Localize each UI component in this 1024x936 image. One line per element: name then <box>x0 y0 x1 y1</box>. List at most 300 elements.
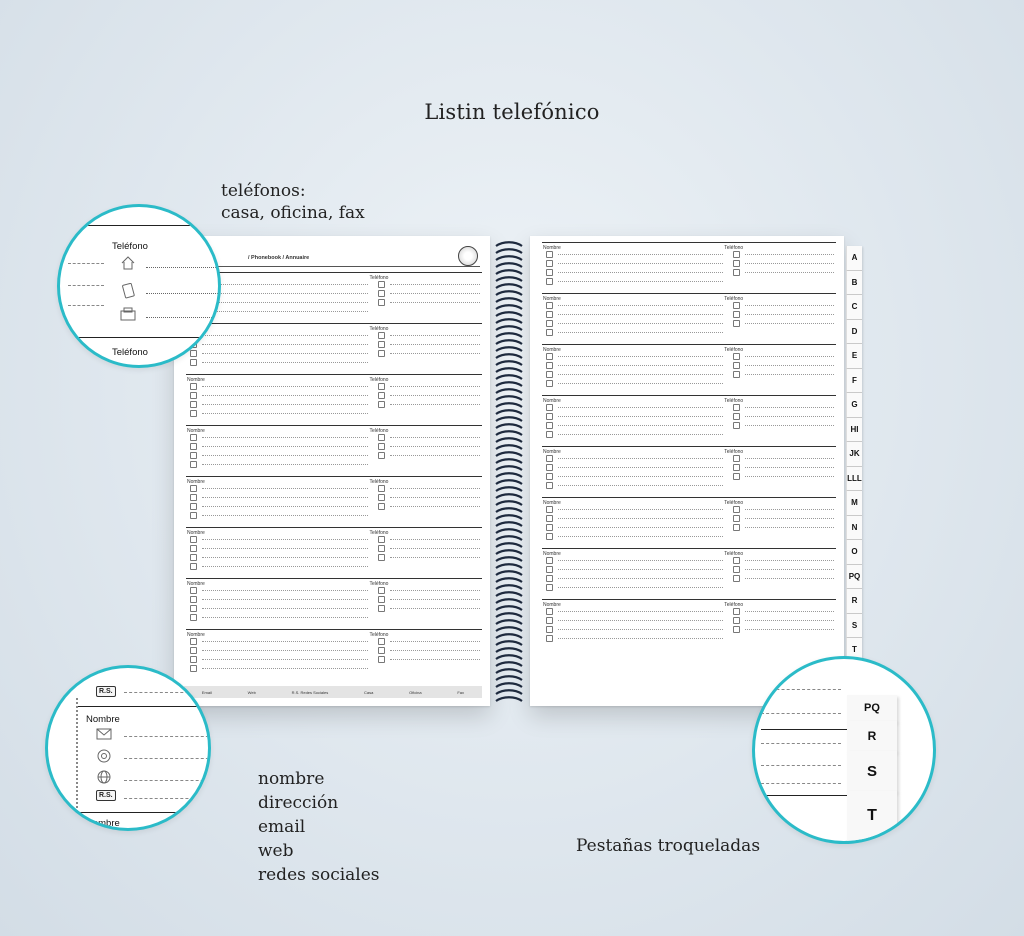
phone-line[interactable] <box>390 659 480 660</box>
phone-line[interactable] <box>745 272 834 273</box>
globe-icon <box>546 473 553 480</box>
entry-line[interactable] <box>558 434 723 435</box>
entry-line[interactable] <box>202 641 368 642</box>
phone-line[interactable] <box>390 455 480 456</box>
entry-line[interactable] <box>558 383 723 384</box>
phone-line[interactable] <box>745 416 834 417</box>
at-icon <box>190 545 197 552</box>
entry-line[interactable] <box>202 599 368 600</box>
mobile-icon <box>733 566 740 573</box>
home-icon <box>733 302 740 309</box>
alphabet-tab[interactable]: S <box>846 614 862 639</box>
spiral-coil <box>496 382 522 386</box>
entry-line[interactable] <box>202 386 368 387</box>
home-icon <box>378 332 385 339</box>
contact-entry <box>542 548 836 599</box>
phones-caption-line1: teléfonos: <box>221 181 306 201</box>
entry-line[interactable] <box>202 557 368 558</box>
zoom-dash <box>761 783 841 784</box>
home-icon <box>733 455 740 462</box>
phone-line[interactable] <box>390 608 480 609</box>
zoom-tab-t[interactable]: T <box>847 791 897 842</box>
entry-phone-label: Teléfono <box>724 500 744 506</box>
phone-line[interactable] <box>745 305 834 306</box>
entry-name-label: Nombre <box>187 428 205 434</box>
entry-line[interactable] <box>202 497 368 498</box>
entry-line[interactable] <box>558 476 723 477</box>
entry-line[interactable] <box>558 272 723 273</box>
at-icon <box>190 443 197 450</box>
zoom-divider <box>761 795 847 796</box>
entry-phone-label: Teléfono <box>369 581 389 587</box>
social-icon <box>190 665 197 672</box>
entry-line[interactable] <box>558 254 723 255</box>
phone-line[interactable] <box>745 611 834 612</box>
at-icon <box>546 515 553 522</box>
entry-name-label: Nombre <box>543 551 561 557</box>
phone-line[interactable] <box>390 353 480 354</box>
alphabet-tab[interactable]: HI <box>846 418 862 443</box>
social-icon <box>190 614 197 621</box>
envelope-icon <box>190 434 197 441</box>
phone-line[interactable] <box>390 437 480 438</box>
alphabet-tab[interactable]: PQ <box>846 565 862 590</box>
at-icon <box>190 494 197 501</box>
spiral-coil <box>496 256 522 260</box>
entry-line[interactable] <box>558 527 723 528</box>
entry-line[interactable] <box>202 335 368 336</box>
phones-caption <box>221 180 365 224</box>
contact-entry <box>186 323 482 374</box>
spiral-coil <box>496 361 522 365</box>
entry-phone-label: Teléfono <box>724 449 744 455</box>
spiral-coil <box>496 347 522 351</box>
alphabet-tab[interactable]: JK <box>846 442 862 467</box>
home-icon <box>733 608 740 615</box>
entry-name-label: Nombre <box>543 398 561 404</box>
phone-line[interactable] <box>745 314 834 315</box>
mobile-icon <box>733 311 740 318</box>
spiral-coil <box>496 417 522 421</box>
zoom-perforation <box>76 698 78 828</box>
entry-line[interactable] <box>558 365 723 366</box>
entry-name-label: Nombre <box>543 449 561 455</box>
entry-line[interactable] <box>558 629 723 630</box>
phone-line[interactable] <box>390 497 480 498</box>
phone-line[interactable] <box>390 641 480 642</box>
entry-line[interactable] <box>202 395 368 396</box>
globe-icon <box>190 401 197 408</box>
entry-line[interactable] <box>202 344 368 345</box>
social-icon <box>546 584 553 591</box>
alphabet-tab[interactable]: M <box>846 491 862 516</box>
entry-phone-label: Teléfono <box>369 428 389 434</box>
entry-line[interactable] <box>202 515 368 516</box>
spiral-coil <box>496 396 522 400</box>
mobile-icon <box>378 341 385 348</box>
phone-line[interactable] <box>390 599 480 600</box>
phone-line[interactable] <box>390 344 480 345</box>
spiral-coil <box>496 620 522 624</box>
mobile-icon <box>378 494 385 501</box>
entry-line[interactable] <box>202 506 368 507</box>
entry-line[interactable] <box>202 566 368 567</box>
legend-office: Oficina <box>409 689 422 695</box>
envelope-icon <box>546 557 553 564</box>
entry-line[interactable] <box>558 485 723 486</box>
spiral-coil <box>496 333 522 337</box>
entry-line[interactable] <box>202 293 368 294</box>
entry-line[interactable] <box>202 548 368 549</box>
zoom-name-label-2: Nombre <box>86 818 120 829</box>
entry-phone-label: Teléfono <box>369 326 389 332</box>
phone-line[interactable] <box>745 476 834 477</box>
social-icon <box>190 512 197 519</box>
alphabet-tab[interactable]: D <box>846 320 862 345</box>
phone-line[interactable] <box>745 374 834 375</box>
entry-line[interactable] <box>202 590 368 591</box>
entry-line[interactable] <box>202 455 368 456</box>
entry-line[interactable] <box>558 560 723 561</box>
social-icon <box>546 380 553 387</box>
contact-entry <box>186 374 482 425</box>
phone-line[interactable] <box>745 560 834 561</box>
spiral-coil <box>496 487 522 491</box>
spiral-coil <box>496 298 522 302</box>
entry-line[interactable] <box>202 488 368 489</box>
entry-name-label: Nombre <box>543 347 561 353</box>
left-entries <box>186 272 482 680</box>
entry-line[interactable] <box>558 536 723 537</box>
entry-line[interactable] <box>202 437 368 438</box>
fax-icon <box>733 371 740 378</box>
alphabet-tab[interactable]: O <box>846 540 862 565</box>
spiral-coil <box>496 564 522 568</box>
spiral-coil <box>496 270 522 274</box>
entry-line[interactable] <box>558 416 723 417</box>
entry-line[interactable] <box>558 356 723 357</box>
contact-entry <box>542 446 836 497</box>
home-icon <box>733 506 740 513</box>
spiral-coil <box>496 291 522 295</box>
entry-line[interactable] <box>558 518 723 519</box>
zoom-dash <box>68 263 104 264</box>
entry-line[interactable] <box>558 611 723 612</box>
zoom-tab-r[interactable]: R <box>847 721 897 752</box>
entry-line[interactable] <box>558 638 723 639</box>
entry-line[interactable] <box>558 407 723 408</box>
entry-line[interactable] <box>558 374 723 375</box>
phone-line[interactable] <box>745 578 834 579</box>
phone-line[interactable] <box>745 254 834 255</box>
entry-name-label: Nombre <box>187 479 205 485</box>
at-icon <box>190 647 197 654</box>
home-icon <box>378 638 385 645</box>
social-icon <box>190 359 197 366</box>
zoom-divider <box>78 812 211 813</box>
spiral-coil <box>496 403 522 407</box>
spiral-coil <box>496 473 522 477</box>
social-icon <box>546 431 553 438</box>
phones-caption-line2: casa, oficina, fax <box>221 203 365 223</box>
alphabet-tab[interactable]: R <box>846 589 862 614</box>
phone-line[interactable] <box>390 506 480 507</box>
entry-line[interactable] <box>202 311 368 312</box>
spiral-coil <box>496 480 522 484</box>
phone-line[interactable] <box>745 527 834 528</box>
entry-line[interactable] <box>202 617 368 618</box>
mobile-icon <box>733 464 740 471</box>
home-icon <box>120 255 136 271</box>
zoom-divider <box>761 729 847 730</box>
entry-line[interactable] <box>558 620 723 621</box>
home-icon <box>733 251 740 258</box>
entry-line[interactable] <box>558 323 723 324</box>
fax-icon <box>733 575 740 582</box>
spiral-coil <box>496 501 522 505</box>
entry-line[interactable] <box>202 302 368 303</box>
at-icon <box>190 596 197 603</box>
spiral-coil <box>496 592 522 596</box>
spiral-coil <box>496 431 522 435</box>
zoom-phones <box>57 204 221 368</box>
zoom-dash <box>761 743 841 744</box>
alphabet-tab[interactable]: E <box>846 344 862 369</box>
envelope-icon <box>190 485 197 492</box>
phone-line[interactable] <box>390 395 480 396</box>
legend-fax: Fax <box>457 689 465 695</box>
phone-line[interactable] <box>745 458 834 459</box>
zoom-rs-badge-2: R.S. <box>96 790 116 801</box>
alphabet-tab[interactable]: LLL <box>846 467 862 492</box>
spiral-coil <box>496 494 522 498</box>
globe-icon <box>546 524 553 531</box>
page-header <box>182 252 480 267</box>
phone-line[interactable] <box>745 323 834 324</box>
zoom-dash <box>68 285 104 286</box>
zoom-tab-pq[interactable]: PQ <box>847 695 897 722</box>
spiral-coil <box>496 305 522 309</box>
globe-icon <box>546 422 553 429</box>
phone-line[interactable] <box>390 404 480 405</box>
phone-line[interactable] <box>390 302 480 303</box>
home-icon <box>378 281 385 288</box>
entry-line[interactable] <box>558 569 723 570</box>
phone-line[interactable] <box>745 518 834 519</box>
alphabet-tabs <box>846 246 862 687</box>
phone-line[interactable] <box>390 446 480 447</box>
alphabet-tab[interactable]: T <box>846 638 862 663</box>
phone-line[interactable] <box>390 284 480 285</box>
spiral-coil <box>496 634 522 638</box>
envelope-icon <box>546 353 553 360</box>
legend-home: Casa <box>364 689 374 695</box>
entry-line[interactable] <box>202 404 368 405</box>
home-icon <box>733 404 740 411</box>
phone-line[interactable] <box>390 488 480 489</box>
zoom-divider <box>60 225 220 226</box>
zoom-phone-label-2: Teléfono <box>112 347 148 358</box>
envelope-icon <box>546 404 553 411</box>
phone-line[interactable] <box>390 335 480 336</box>
field-caption-email: email <box>258 817 306 837</box>
entry-line[interactable] <box>202 362 368 363</box>
phone-line[interactable] <box>745 407 834 408</box>
spiral-coil <box>496 522 522 526</box>
phone-line[interactable] <box>390 293 480 294</box>
phone-line[interactable] <box>745 425 834 426</box>
phone-line[interactable] <box>390 386 480 387</box>
mobile-icon <box>733 362 740 369</box>
phone-line[interactable] <box>745 569 834 570</box>
alphabet-tab[interactable]: A <box>846 246 862 271</box>
entry-line[interactable] <box>202 668 368 669</box>
zoom-dotline <box>146 293 221 294</box>
entry-line[interactable] <box>202 608 368 609</box>
left-page <box>174 236 490 706</box>
mobile-icon <box>378 443 385 450</box>
fax-icon <box>733 524 740 531</box>
entry-line[interactable] <box>558 314 723 315</box>
phone-line[interactable] <box>745 263 834 264</box>
spiral-coil <box>496 312 522 316</box>
spiral-coil <box>496 606 522 610</box>
fax-icon <box>733 626 740 633</box>
zoom-dotline <box>146 267 221 268</box>
phone-line[interactable] <box>745 365 834 366</box>
entry-line[interactable] <box>558 509 723 510</box>
mobile-icon <box>378 545 385 552</box>
entry-phone-label: Teléfono <box>369 275 389 281</box>
globe-icon <box>546 575 553 582</box>
home-icon <box>378 485 385 492</box>
entry-line[interactable] <box>202 464 368 465</box>
entry-line[interactable] <box>202 353 368 354</box>
at-icon <box>546 362 553 369</box>
spiral-coil <box>496 452 522 456</box>
entry-line[interactable] <box>558 305 723 306</box>
zoom-dash <box>124 780 211 781</box>
entry-line[interactable] <box>202 650 368 651</box>
at-icon <box>546 413 553 420</box>
alphabet-tab[interactable]: C <box>846 295 862 320</box>
entry-line[interactable] <box>558 263 723 264</box>
entry-line[interactable] <box>558 281 723 282</box>
zoom-divider <box>60 337 220 338</box>
social-icon <box>190 410 197 417</box>
entry-name-label: Nombre <box>543 296 561 302</box>
spiral-coil <box>496 648 522 652</box>
spiral-coil <box>496 459 522 463</box>
spiral-coil <box>496 515 522 519</box>
spiral-coil <box>496 277 522 281</box>
zoom-dash <box>761 713 841 714</box>
fax-icon <box>378 401 385 408</box>
entry-phone-label: Teléfono <box>724 602 744 608</box>
phone-line[interactable] <box>745 356 834 357</box>
home-icon <box>378 587 385 594</box>
globe-icon <box>190 656 197 663</box>
phone-line[interactable] <box>745 467 834 468</box>
globe-icon <box>546 269 553 276</box>
mobile-icon <box>378 290 385 297</box>
spiral-coil <box>496 529 522 533</box>
entry-phone-label: Teléfono <box>724 398 744 404</box>
entry-line[interactable] <box>558 587 723 588</box>
entry-line[interactable] <box>558 578 723 579</box>
social-icon <box>546 278 553 285</box>
alphabet-tab[interactable]: B <box>846 271 862 296</box>
entry-name-label: Nombre <box>543 500 561 506</box>
alphabet-tab[interactable]: F <box>846 369 862 394</box>
mobile-icon <box>733 413 740 420</box>
envelope-icon <box>190 587 197 594</box>
entry-line[interactable] <box>558 458 723 459</box>
alphabet-tab[interactable]: N <box>846 516 862 541</box>
fax-icon <box>733 320 740 327</box>
phone-line[interactable] <box>745 620 834 621</box>
field-caption-web: web <box>258 841 294 861</box>
right-page <box>530 236 844 706</box>
contact-entry <box>542 497 836 548</box>
entry-phone-label: Teléfono <box>369 530 389 536</box>
entry-line[interactable] <box>202 446 368 447</box>
contact-entry <box>542 344 836 395</box>
fax-icon <box>378 503 385 510</box>
spiral-coil <box>496 242 522 246</box>
phone-line[interactable] <box>390 590 480 591</box>
spiral-coil <box>496 445 522 449</box>
phone-line[interactable] <box>745 509 834 510</box>
entry-name-label: Nombre <box>187 581 205 587</box>
spiral-coil <box>496 263 522 267</box>
entry-line[interactable] <box>202 539 368 540</box>
entry-line[interactable] <box>202 659 368 660</box>
at-icon <box>546 260 553 267</box>
spiral-coil <box>496 690 522 694</box>
at-icon <box>546 566 553 573</box>
spiral-coil <box>496 683 522 687</box>
entry-line[interactable] <box>202 413 368 414</box>
globe-icon <box>190 503 197 510</box>
entry-line[interactable] <box>558 467 723 468</box>
phone-line[interactable] <box>390 548 480 549</box>
envelope-icon <box>546 608 553 615</box>
entry-line[interactable] <box>202 284 368 285</box>
spiral-coil <box>496 326 522 330</box>
alphabet-tab[interactable]: G <box>846 393 862 418</box>
fax-icon <box>378 554 385 561</box>
home-icon <box>733 557 740 564</box>
phone-line[interactable] <box>390 539 480 540</box>
contact-entry <box>186 425 482 476</box>
phone-line[interactable] <box>390 650 480 651</box>
zoom-tab-s[interactable]: S <box>847 751 897 792</box>
at-icon <box>546 464 553 471</box>
entry-line[interactable] <box>558 425 723 426</box>
entry-line[interactable] <box>558 332 723 333</box>
phone-line[interactable] <box>390 557 480 558</box>
zoom-dash <box>761 765 841 766</box>
globe-icon <box>96 769 112 785</box>
contact-entry <box>542 395 836 446</box>
spiral-coil <box>496 375 522 379</box>
entry-phone-label: Teléfono <box>724 245 744 251</box>
phone-line[interactable] <box>745 629 834 630</box>
fax-icon <box>378 656 385 663</box>
page-header-text: / Phonebook / Annuaire <box>248 255 310 261</box>
envelope-icon <box>546 455 553 462</box>
